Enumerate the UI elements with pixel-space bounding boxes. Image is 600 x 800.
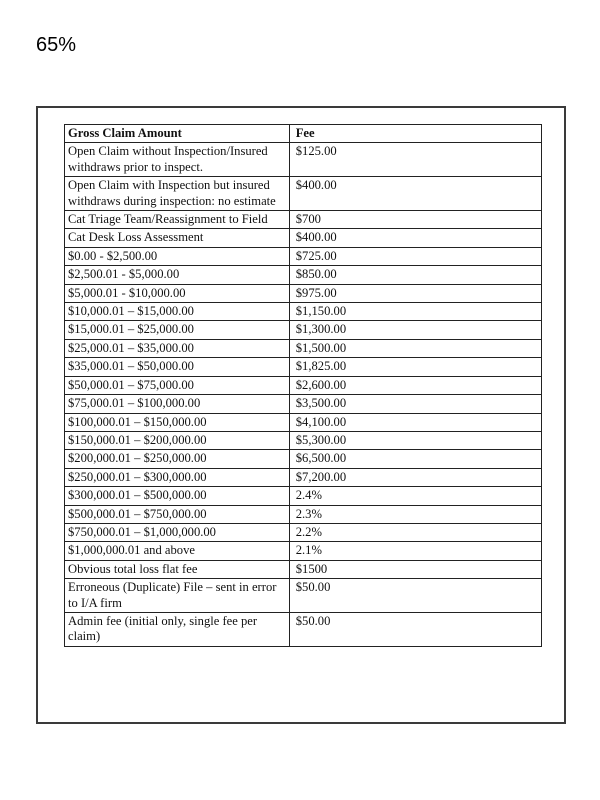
gross-claim-amount-cell: $750,000.01 – $1,000,000.00 (65, 523, 290, 541)
table-row (65, 229, 542, 247)
fee-cell: $4,100.00 (289, 413, 541, 431)
gross-claim-amount-cell: Open Claim without Inspection/Insured withdraws prior to inspect. (65, 143, 290, 177)
gross-claim-amount-cell: $300,000.01 – $500,000.00 (65, 487, 290, 505)
fee-cell: $50.00 (289, 612, 541, 646)
fee-cell: 2.1% (289, 542, 541, 560)
table-row (65, 339, 542, 357)
table-row (65, 450, 542, 468)
table-row (65, 358, 542, 376)
table-row (65, 505, 542, 523)
gross-claim-amount-cell: $200,000.01 – $250,000.00 (65, 450, 290, 468)
fee-table-body (65, 143, 542, 646)
gross-claim-amount-cell: $500,000.01 – $750,000.00 (65, 505, 290, 523)
gross-claim-amount-cell: Cat Desk Loss Assessment (65, 229, 290, 247)
fee-cell: 2.4% (289, 487, 541, 505)
fee-cell: $400.00 (289, 229, 541, 247)
gross-claim-amount-cell: $50,000.01 – $75,000.00 (65, 376, 290, 394)
gross-claim-amount-cell: Erroneous (Duplicate) File – sent in error to I/A firm (65, 579, 290, 613)
fee-cell: $5,300.00 (289, 431, 541, 449)
gross-claim-amount-cell: Obvious total loss flat fee (65, 560, 290, 578)
gross-claim-amount-cell: $25,000.01 – $35,000.00 (65, 339, 290, 357)
table-row (65, 247, 542, 265)
header-gross-claim-amount: Gross Claim Amount (65, 125, 290, 143)
fee-cell: $3,500.00 (289, 395, 541, 413)
table-row (65, 303, 542, 321)
table-row (65, 468, 542, 486)
table-row (65, 542, 542, 560)
fee-cell: $125.00 (289, 143, 541, 177)
header-fee: Fee (289, 125, 541, 143)
document-page (36, 106, 566, 724)
table-row (65, 284, 542, 302)
table-row (65, 413, 542, 431)
fee-cell: $1500 (289, 560, 541, 578)
fee-cell: $700 (289, 211, 541, 229)
fee-cell: $7,200.00 (289, 468, 541, 486)
gross-claim-amount-cell: $1,000,000.01 and above (65, 542, 290, 560)
gross-claim-amount-cell: $0.00 - $2,500.00 (65, 247, 290, 265)
gross-claim-amount-cell: $150,000.01 – $200,000.00 (65, 431, 290, 449)
gross-claim-amount-cell: $5,000.01 - $10,000.00 (65, 284, 290, 302)
fee-cell: $1,825.00 (289, 358, 541, 376)
table-header-row (65, 125, 542, 143)
gross-claim-amount-cell: $35,000.01 – $50,000.00 (65, 358, 290, 376)
table-row (65, 579, 542, 613)
gross-claim-amount-cell: $10,000.01 – $15,000.00 (65, 303, 290, 321)
gross-claim-amount-cell: $15,000.01 – $25,000.00 (65, 321, 290, 339)
table-row (65, 560, 542, 578)
table-row (65, 321, 542, 339)
fee-cell: $6,500.00 (289, 450, 541, 468)
fee-cell: 2.3% (289, 505, 541, 523)
table-row (65, 612, 542, 646)
table-row (65, 266, 542, 284)
fee-schedule-table (64, 124, 542, 647)
zoom-level-label: 65% (36, 34, 77, 56)
table-row (65, 211, 542, 229)
gross-claim-amount-cell: $2,500.01 - $5,000.00 (65, 266, 290, 284)
table-row (65, 487, 542, 505)
table-row (65, 143, 542, 177)
table-row (65, 431, 542, 449)
fee-cell: $975.00 (289, 284, 541, 302)
table-row (65, 376, 542, 394)
fee-cell: $1,150.00 (289, 303, 541, 321)
gross-claim-amount-cell: Admin fee (initial only, single fee per claim) (65, 612, 290, 646)
fee-cell: $1,300.00 (289, 321, 541, 339)
table-row (65, 523, 542, 541)
gross-claim-amount-cell: Cat Triage Team/Reassignment to Field (65, 211, 290, 229)
fee-cell: $2,600.00 (289, 376, 541, 394)
gross-claim-amount-cell: $100,000.01 – $150,000.00 (65, 413, 290, 431)
fee-cell: $850.00 (289, 266, 541, 284)
fee-cell: $1,500.00 (289, 339, 541, 357)
fee-cell: $400.00 (289, 177, 541, 211)
fee-cell: $725.00 (289, 247, 541, 265)
gross-claim-amount-cell: $250,000.01 – $300,000.00 (65, 468, 290, 486)
gross-claim-amount-cell: $75,000.01 – $100,000.00 (65, 395, 290, 413)
gross-claim-amount-cell: Open Claim with Inspection but insured withdraws during inspection: no estimate (65, 177, 290, 211)
fee-cell: 2.2% (289, 523, 541, 541)
table-row (65, 395, 542, 413)
fee-cell: $50.00 (289, 579, 541, 613)
table-row (65, 177, 542, 211)
